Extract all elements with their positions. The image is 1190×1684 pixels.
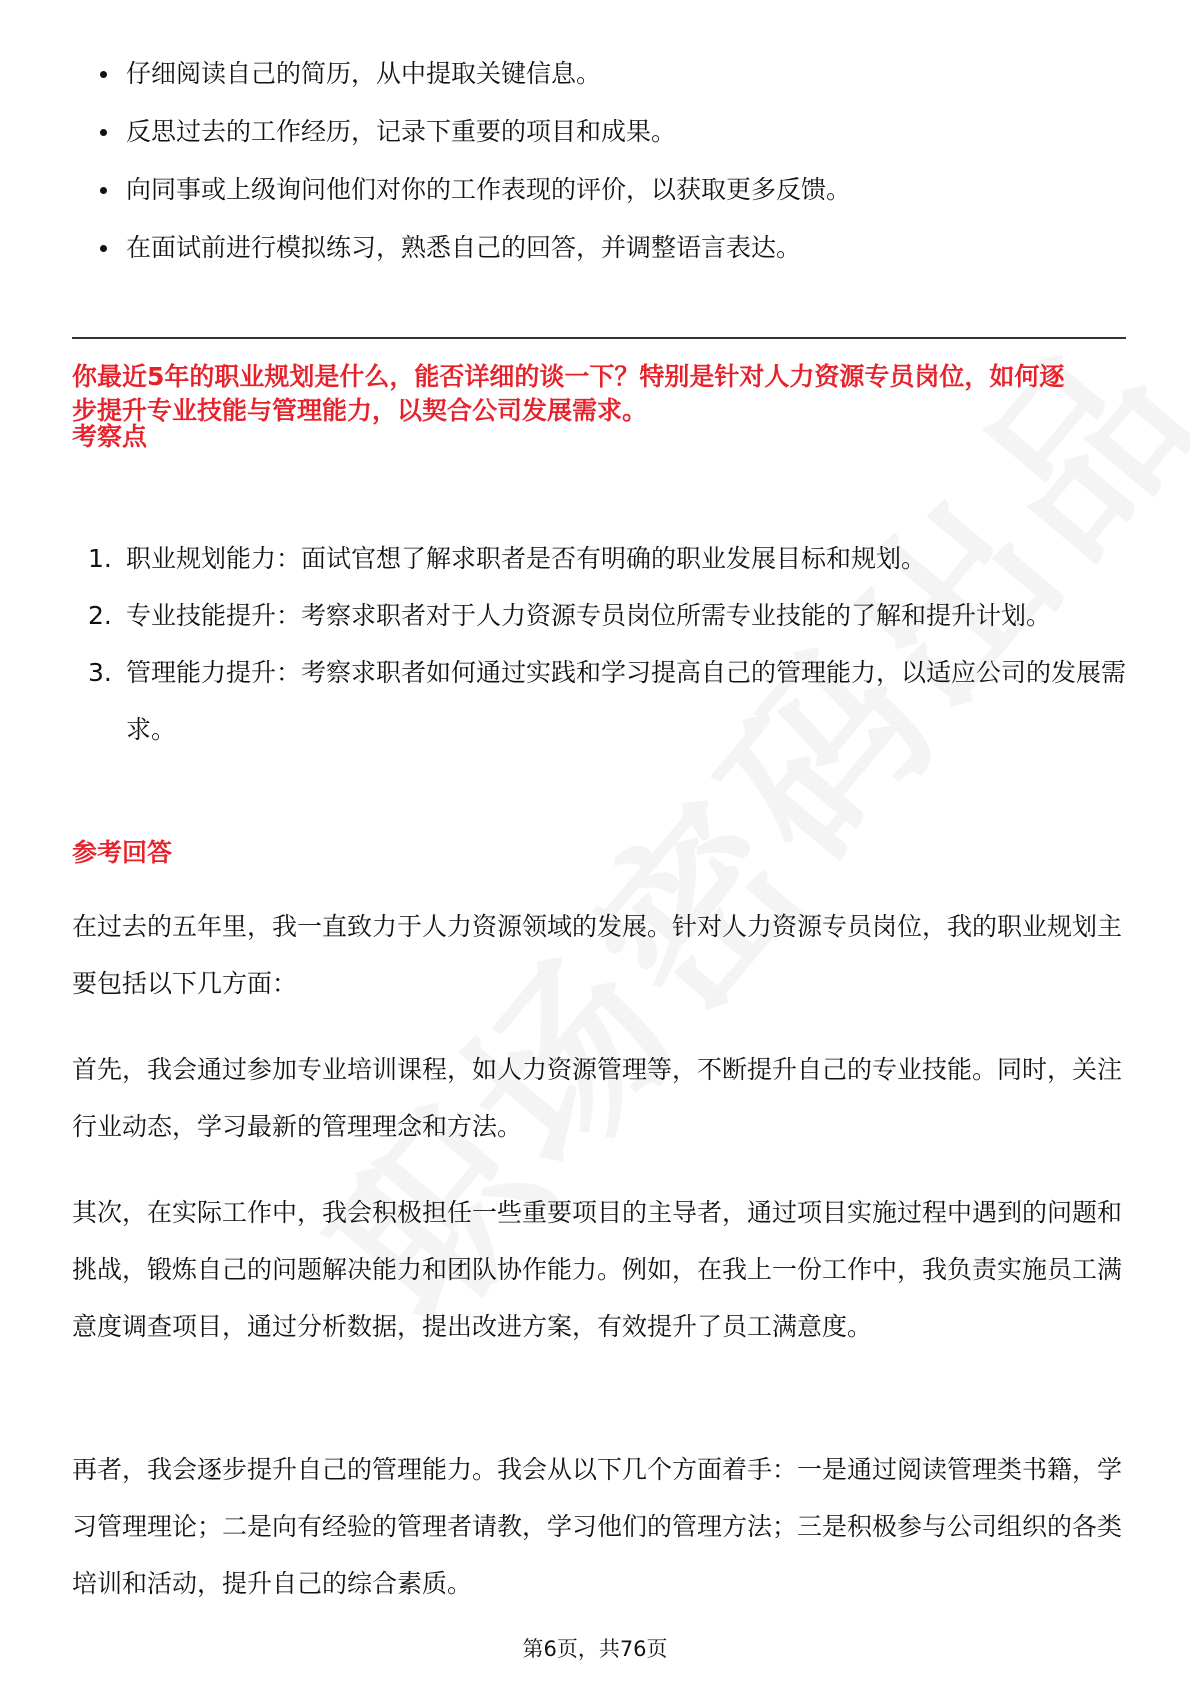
answer-paragraph: 首先，我会通过参加专业培训课程，如人力资源管理等，不断提升自己的专业技能。同时，关注行业动态，学习最新的管理理念和方法。 xyxy=(72,1055,1123,1141)
list-item xyxy=(72,587,1132,644)
list-text: 管理能力提升：考察求职者如何通过实践和学习提高自己的管理能力，以适应公司的发展需求。 xyxy=(126,658,1127,744)
exam-points-list xyxy=(72,530,1132,758)
exam-heading: 考察点 xyxy=(72,422,148,451)
question-title: 你最近5年的职业规划是什么，能否详细的谈一下？特别是针对人力资源专员岗位，如何逐步提升专业技能与管理能力，以契合公司发展需求。 xyxy=(72,362,1065,425)
list-item: 在面试前进行模拟练习，熟悉自己的回答，并调整语言表达。 xyxy=(72,230,1132,266)
list-text: 职业规划能力：面试官想了解求职者是否有明确的职业发展目标和规划。 xyxy=(126,544,927,573)
answer-heading: 参考回答 xyxy=(72,838,173,867)
page-number: 第6页，共76页 xyxy=(522,1637,668,1661)
answer-paragraph: 再者，我会逐步提升自己的管理能力。我会从以下几个方面着手：一是通过阅读管理类书籍，学习管理理论；二是向有经验的管理者请教，学习他们的管理方法；三是积极参与公司组织的各类培训和活动，提升自己的综合素质。 xyxy=(72,1455,1123,1598)
section-divider xyxy=(72,337,1126,339)
list-number: 2. xyxy=(88,601,112,630)
tips-list xyxy=(72,56,1132,288)
answer-paragraph: 其次，在实际工作中，我会积极担任一些重要项目的主导者，通过项目实施过程中遇到的问题和挑战，锻炼自己的问题解决能力和团队协作能力。例如，在我上一份工作中，我负责实施员工满意度调查项目，通过分析数据，提出改进方案，有效提升了员工满意度。 xyxy=(72,1198,1123,1341)
answer-paragraph: 在过去的五年里，我一直致力于人力资源领域的发展。针对人力资源专员岗位，我的职业规划主要包括以下几方面： xyxy=(72,912,1123,998)
list-item: 向同事或上级询问他们对你的工作表现的评价，以获取更多反馈。 xyxy=(72,172,1132,208)
list-number: 3. xyxy=(88,658,112,687)
list-text: 专业技能提升：考察求职者对于人力资源专员岗位所需专业技能的了解和提升计划。 xyxy=(126,601,1052,630)
list-item xyxy=(72,530,1132,587)
list-item xyxy=(72,644,1132,758)
list-item: 仔细阅读自己的简历，从中提取关键信息。 xyxy=(72,56,1132,92)
list-item: 反思过去的工作经历，记录下重要的项目和成果。 xyxy=(72,114,1132,150)
list-number: 1. xyxy=(88,544,112,573)
